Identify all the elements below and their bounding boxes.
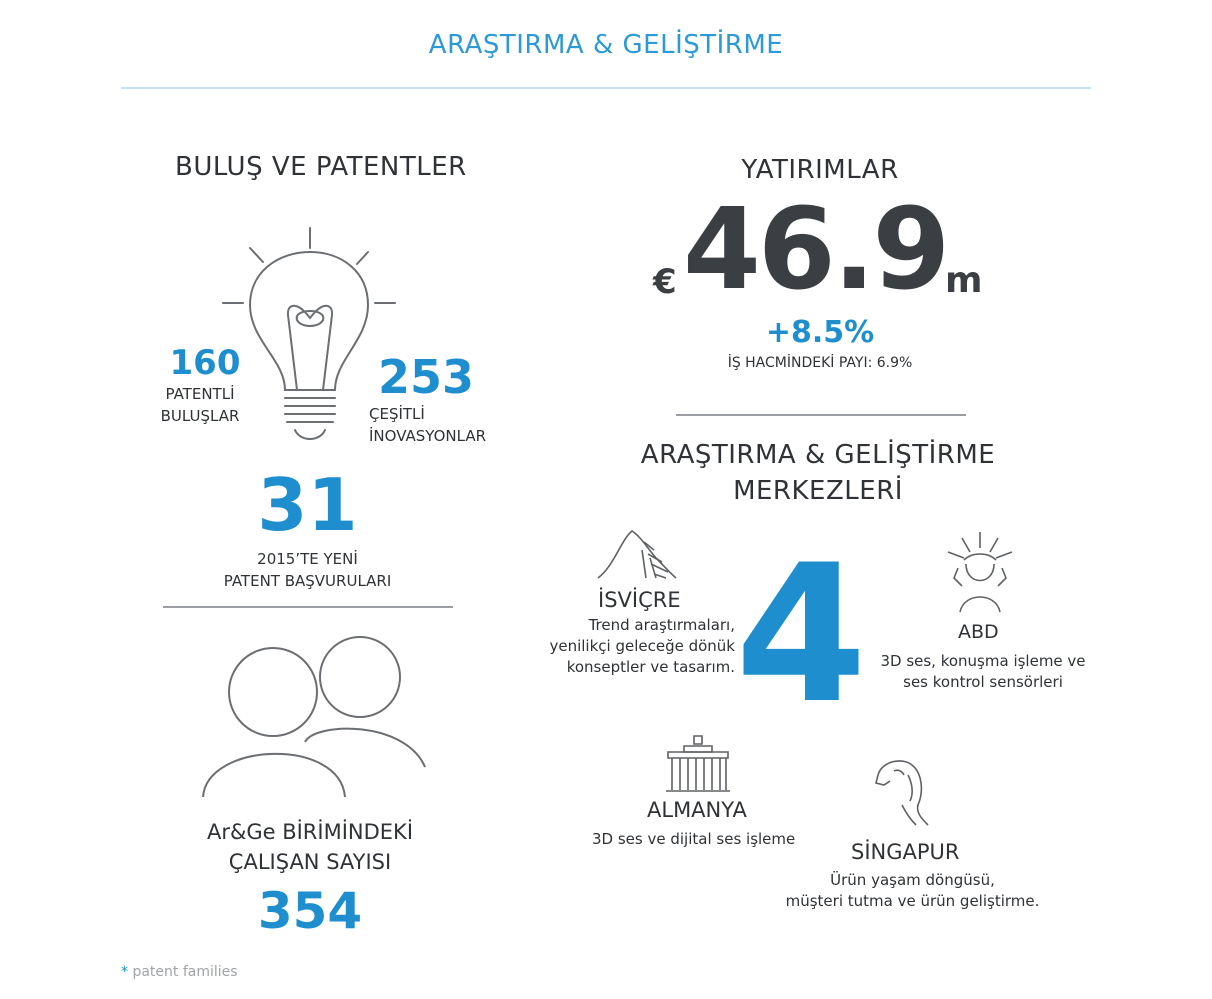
patents-title: BULUŞ VE PATENTLER: [175, 152, 467, 182]
germany-desc-1: 3D ses ve dijital ses işleme: [592, 830, 796, 848]
singapore-name: SİNGAPUR: [851, 840, 960, 864]
new-applications-label-1: 2015’TE YENİ: [257, 550, 358, 568]
brandenburg-gate-icon: [664, 734, 732, 794]
germany-name: ALMANYA: [647, 798, 747, 822]
page-title: ARAŞTIRMA & GELİŞTİRME: [428, 30, 784, 60]
footnote-star: *: [121, 964, 128, 980]
investment-value: 46.9: [683, 185, 948, 315]
innovations-label-2: İNOVASYONLAR: [369, 427, 487, 445]
centers-title-2: MERKEZLERİ: [733, 476, 903, 506]
people-icon: [195, 632, 435, 802]
employees-label-2: ÇALIŞAN SAYISI: [228, 850, 392, 874]
innovations-value: 253: [378, 350, 475, 404]
employees-value: 354: [257, 882, 363, 940]
investments-title: YATIRIMLAR: [741, 155, 899, 185]
footnote: [121, 964, 238, 980]
singapore-desc-1: Ürün yaşam döngüsü,: [830, 871, 995, 889]
investment-unit: m: [945, 260, 983, 301]
centers-count: 4: [735, 524, 868, 745]
footnote-text: patent families: [132, 964, 238, 980]
left-divider: [163, 606, 453, 608]
investment-growth: +8.5%: [765, 315, 875, 350]
usa-desc-1: 3D ses, konuşma işleme ve: [880, 652, 1086, 670]
patented-inventions-value: 160: [169, 343, 241, 383]
merlion-icon: [872, 755, 934, 827]
usa-name: ABD: [958, 621, 999, 643]
singapore-desc-2: müşteri tutma ve ürün geliştirme.: [785, 892, 1040, 910]
usa-desc-2: ses kontrol sensörleri: [903, 673, 1063, 691]
right-divider: [676, 414, 966, 416]
mountain-icon: [596, 528, 678, 580]
switzerland-desc-2: yenilikçi geleceğe dönük: [549, 637, 735, 655]
patented-inventions-label-1: PATENTLİ: [165, 385, 235, 403]
innovations-label-1: ÇEŞİTLİ: [369, 405, 425, 423]
switzerland-desc-1: Trend araştırmaları,: [588, 616, 735, 634]
employees-label-1: Ar&Ge BİRİMİNDEKİ: [206, 820, 414, 844]
new-applications-label-2: PATENT BAŞVURULARI: [223, 572, 392, 590]
centers-title-1: ARAŞTIRMA & GELİŞTİRME: [640, 440, 996, 470]
patented-inventions-label-2: BULUŞLAR: [160, 407, 240, 425]
statue-of-liberty-icon: [940, 530, 1022, 614]
revenue-share: İŞ HACMİNDEKİ PAYI: 6.9%: [727, 355, 913, 371]
switzerland-desc-3: konseptler ve tasarım.: [566, 658, 735, 676]
header-divider: [121, 87, 1091, 89]
new-applications-value: 31: [257, 463, 358, 547]
currency-symbol: €: [653, 262, 677, 302]
switzerland-name: İSVİÇRE: [598, 588, 681, 612]
